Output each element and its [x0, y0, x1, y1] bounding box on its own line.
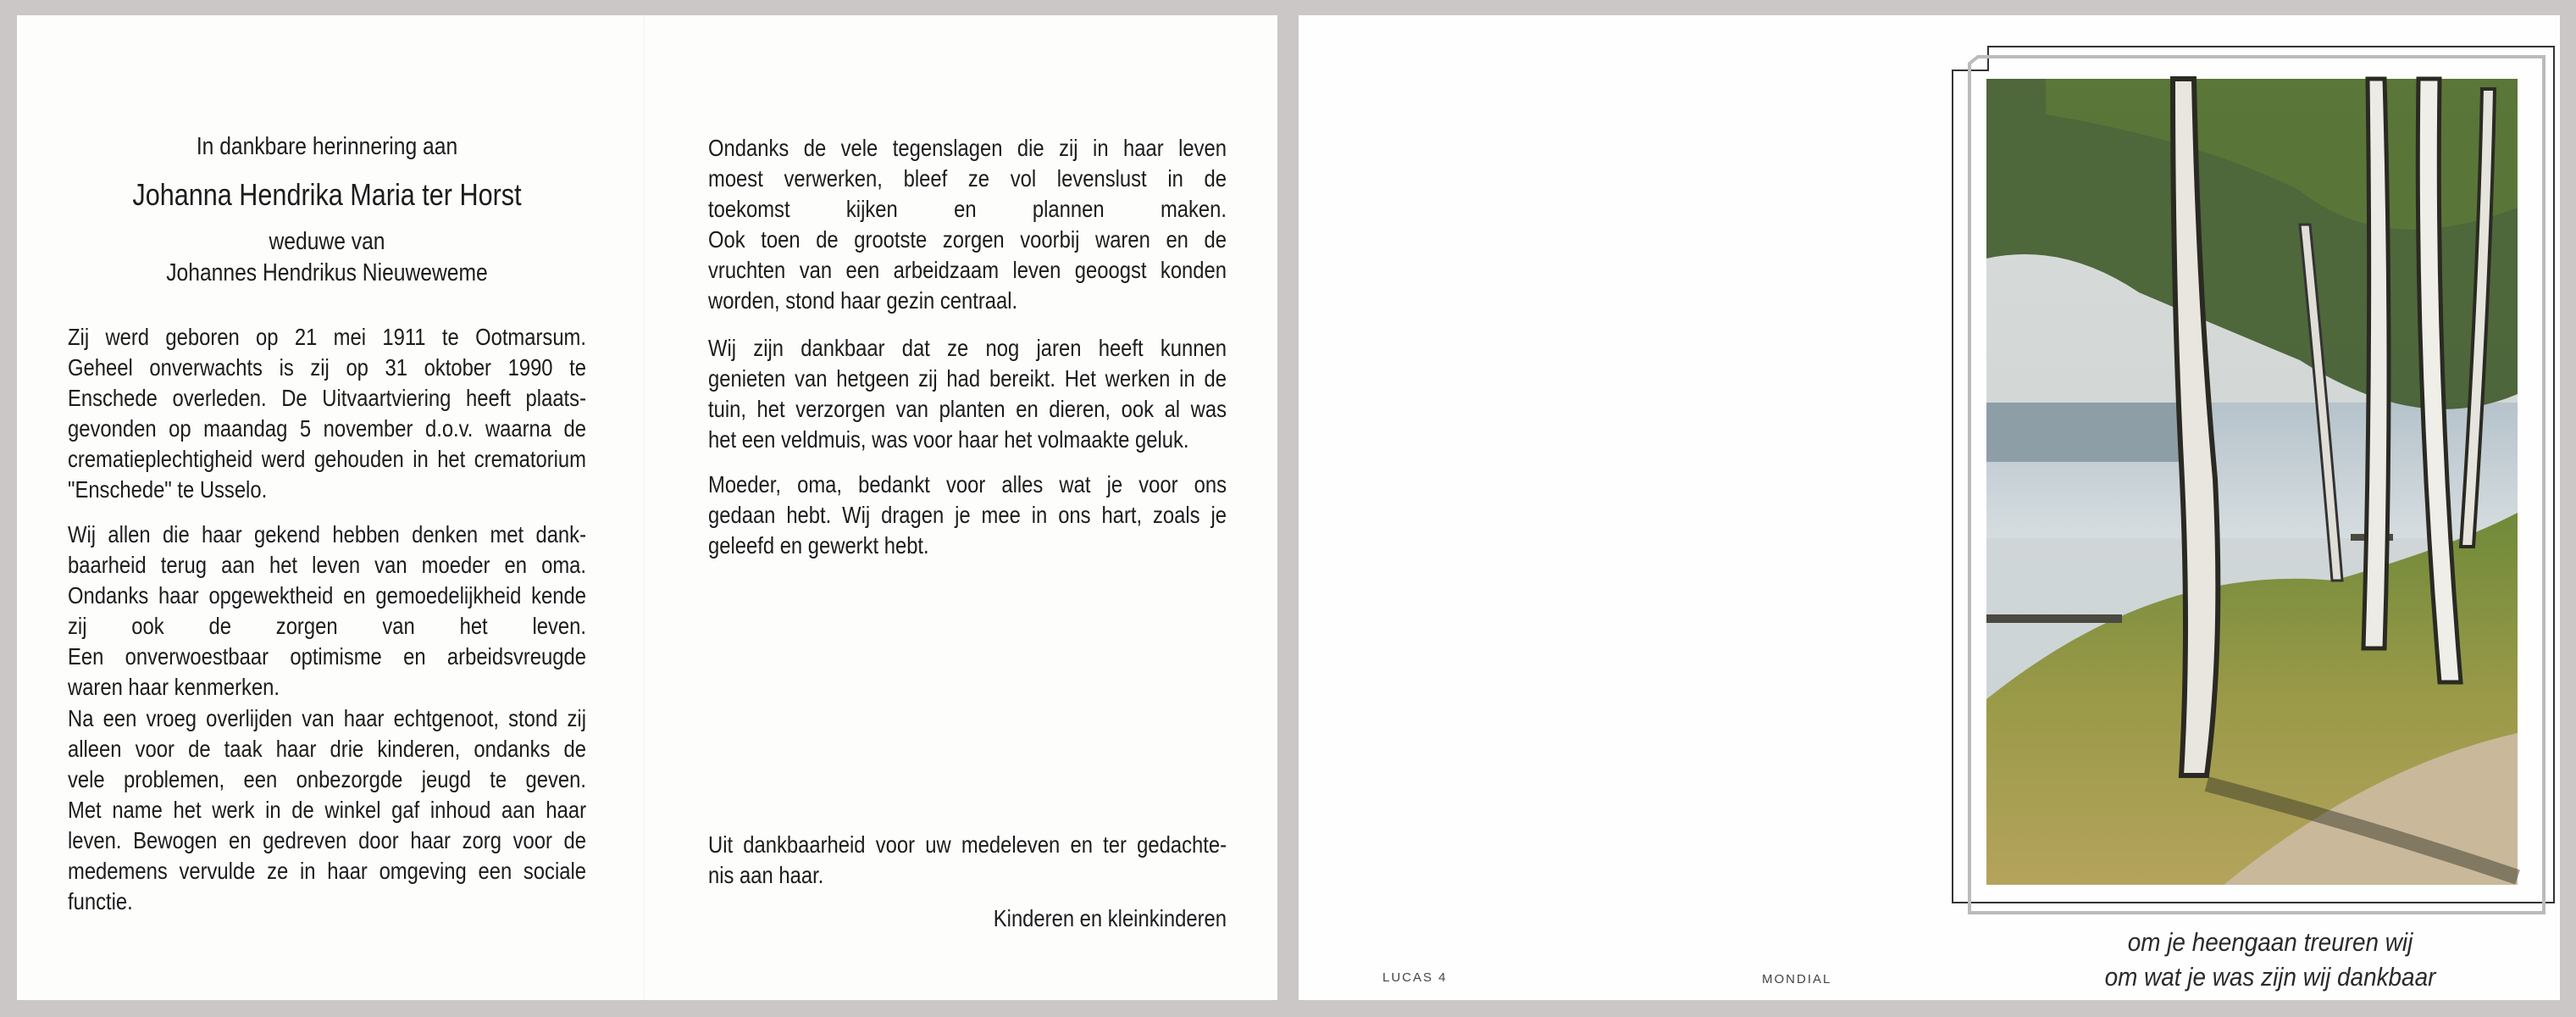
text-line: Ook toen de grootste zorgen voorbij waren en de — [708, 226, 1227, 253]
signature: Kinderen en kleinkinderen — [993, 905, 1227, 931]
text-line: medemens vervulde ze in haar omgeving een sociale — [68, 858, 586, 884]
series-mark: MONDIAL — [1762, 972, 1832, 986]
text-line: worden, stond haar gezin centraal. — [708, 287, 1018, 314]
text-line: Ondanks haar opgewektheid en gemoedelijkheid kende — [68, 582, 586, 609]
text-line: crematieplechtigheid werd gehouden in het crematorium — [68, 446, 586, 472]
text-line: Enschede overleden. De Uitvaartviering heeft plaats- — [68, 385, 586, 411]
caption-line: om je heengaan treuren wij — [2127, 927, 2413, 957]
text-line: moest verwerken, bleef ze vol levenslust in de — [708, 165, 1227, 192]
text-line: Ondanks de vele tegenslagen die zij in haar leven — [708, 135, 1227, 161]
caption-line: om wat je was zijn wij dankbaar — [2104, 962, 2436, 992]
text-line: alleen voor de taak haar drie kinderen, ondanks de — [68, 736, 586, 762]
text-line: Zij werd geboren op 21 mei 1911 te Ootmarsum. — [68, 324, 586, 350]
text-line: waren haar kenmerken. — [68, 674, 280, 700]
memorial-photo — [1986, 79, 2518, 885]
text-line: "Enschede" te Usselo. — [68, 476, 268, 503]
paragraph — [708, 333, 1227, 455]
text-line: Geheel onverwachts is zij op 31 oktober 1990 te — [68, 354, 586, 381]
text-line: genieten van hetgeen zij had bereikt. Het werken in de — [708, 365, 1227, 392]
intro-text: In dankbare herinnering aan — [196, 133, 458, 160]
paragraph — [708, 133, 1227, 316]
closing-text — [708, 830, 1227, 891]
spouse-name: Johannes Hendrikus Nieuweweme — [166, 259, 488, 286]
text-line: leven. Bewogen en gedreven door haar zorg voor de — [68, 827, 586, 853]
text-line: gevonden op maandag 5 november d.o.v. waarna de — [68, 415, 586, 442]
text-line: Na een vroeg overlijden van haar echtgenoot, stond zij — [68, 705, 586, 731]
card-inside-spread — [17, 15, 1277, 1000]
text-line: vruchten van een arbeidzaam leven geoogst konden — [708, 257, 1227, 283]
text-line: functie. — [68, 888, 133, 914]
paragraph — [68, 322, 586, 505]
text-line: tuin, het verzorgen van planten en dieren, ook al was — [708, 396, 1227, 422]
text-line: vele problemen, een onbezorgde jeugd te geven. — [68, 766, 586, 792]
relation-text: weduwe van — [269, 228, 385, 255]
paragraph — [68, 520, 586, 703]
text-line: geleefd en gewerkt hebt. — [708, 532, 929, 559]
text-line: gedaan hebt. Wij dragen je mee in ons hart, zoals je — [708, 502, 1227, 528]
paragraph — [708, 470, 1227, 561]
deceased-name: Johanna Hendrika Maria ter Horst — [132, 177, 522, 212]
text-line: Uit dankbaarheid voor uw medeleven en ter gedachte- — [708, 831, 1227, 858]
text-line: Wij zijn dankbaar dat ze nog jaren heeft kunnen — [708, 335, 1227, 361]
text-line: het een veldmuis, was voor haar het volmaakte geluk. — [708, 426, 1189, 453]
text-line: Met name het werk in de winkel gaf inhoud aan haar — [68, 797, 586, 823]
photo-frame — [1944, 38, 2567, 924]
text-line: zij ook de zorgen van het leven. — [68, 613, 586, 639]
text-line: toekomst kijken en plannen maken. — [708, 196, 1227, 222]
text-line: nis aan haar. — [708, 862, 824, 888]
printer-mark: LUCAS 4 — [1382, 970, 1448, 985]
text-line: Een onverwoestbaar optimisme en arbeidsvreugde — [68, 643, 586, 670]
text-line: Moeder, oma, bedankt voor alles wat je voor ons — [708, 471, 1227, 497]
fold-line — [644, 15, 645, 1000]
text-line: Wij allen die haar gekend hebben denken met dank- — [68, 521, 586, 547]
text-line: baarheid terug aan het leven van moeder en oma. — [68, 552, 586, 578]
paragraph — [68, 703, 586, 917]
